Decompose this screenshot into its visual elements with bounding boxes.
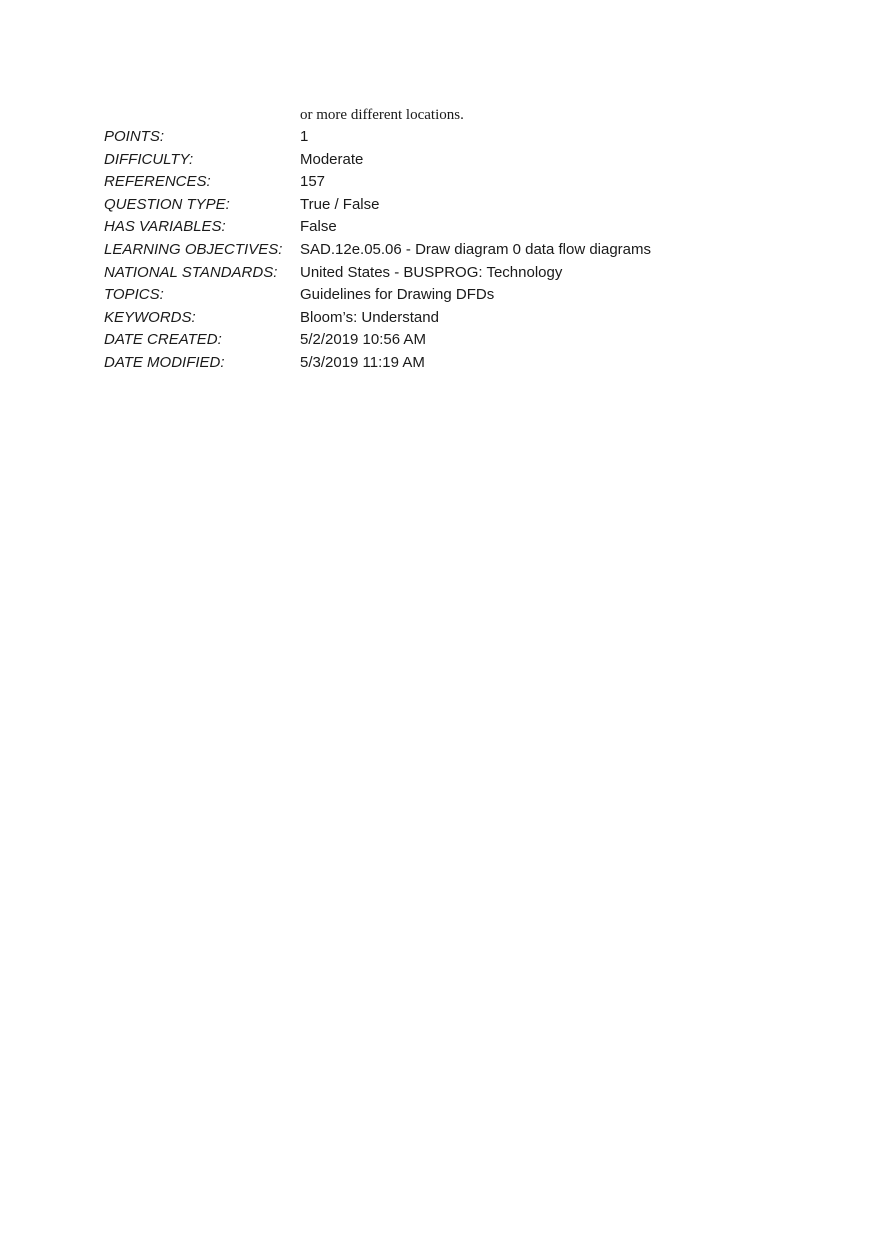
metadata-label: DATE CREATED: — [104, 331, 222, 349]
metadata-value: 5/3/2019 11:19 AM — [300, 353, 425, 371]
metadata-label: REFERENCES: — [104, 173, 211, 191]
metadata-row-has-variables — [104, 216, 804, 239]
metadata-row-keywords — [104, 307, 804, 330]
metadata-row-national-standards — [104, 262, 804, 285]
metadata-label: HAS VARIABLES: — [104, 218, 226, 236]
metadata-value: Guidelines for Drawing DFDs — [300, 286, 495, 304]
metadata-value: United States - BUSPROG: Technology — [300, 263, 563, 281]
metadata-row-difficulty — [104, 149, 804, 172]
metadata-label: QUESTION TYPE: — [104, 195, 230, 213]
metadata-value: 5/2/2019 10:56 AM — [300, 331, 426, 349]
metadata-value: False — [300, 218, 337, 236]
metadata-row-points — [104, 126, 804, 149]
metadata-label: POINTS: — [104, 128, 165, 145]
metadata-label: DATE MODIFIED: — [104, 353, 225, 371]
metadata-row-references — [104, 171, 804, 194]
metadata-value: 1 — [300, 128, 309, 145]
question-metadata-table — [104, 126, 804, 375]
metadata-label: DIFFICULTY: — [104, 150, 194, 168]
metadata-value: SAD.12e.05.06 - Draw diagram 0 data flow diagrams — [300, 240, 652, 258]
metadata-label: NATIONAL STANDARDS: — [104, 263, 278, 281]
metadata-row-question-type — [104, 194, 804, 217]
metadata-label: LEARNING OBJECTIVES: — [104, 240, 283, 258]
metadata-label: TOPICS: — [104, 286, 164, 304]
metadata-value: True / False — [300, 195, 380, 213]
metadata-row-topics — [104, 284, 804, 307]
question-continuation-text: or more different locations. — [300, 107, 464, 123]
metadata-value: 157 — [300, 173, 326, 191]
metadata-value: Moderate — [300, 150, 364, 168]
metadata-row-learning-objectives — [104, 239, 804, 262]
metadata-value: Bloom’s: Understand — [300, 308, 439, 326]
metadata-row-date-created — [104, 329, 804, 352]
metadata-label: KEYWORDS: — [104, 308, 196, 326]
metadata-row-date-modified — [104, 352, 804, 375]
